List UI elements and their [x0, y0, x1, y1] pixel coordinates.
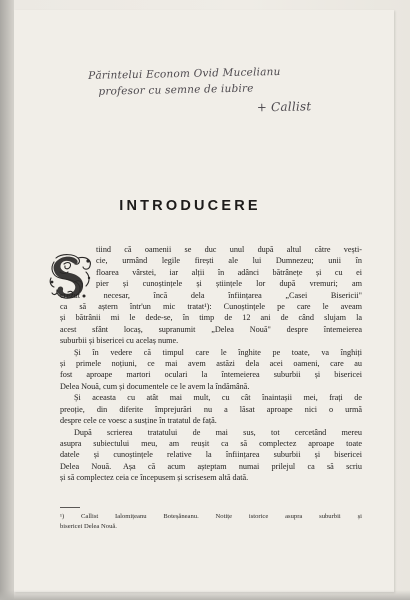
- page-bottom-shadow: [0, 590, 410, 600]
- book-spine-edge: [0, 0, 14, 600]
- text-line: pier și cunoștințele și științele lor după vremuri; am: [96, 279, 362, 289]
- text-line: preoție, din diferite împrejurări nu a lăsat aproape nici o urmă: [60, 404, 362, 414]
- text-line: crezut necesar, încă dela înființarea „Casei Bisericii": [60, 290, 362, 300]
- text-line: Și aceasta cu atât mai mult, cu cât înaintașii mei, frați de: [74, 393, 362, 403]
- dedication-line-2: profesor cu semne de iubire: [98, 82, 254, 98]
- handwritten-dedication: [86, 64, 367, 118]
- footnote-line-2: bisericei Delea Nouă.: [60, 522, 117, 530]
- footnote-rule: [60, 507, 80, 508]
- dedication-signature: + Callist: [256, 99, 312, 115]
- footnote: [60, 512, 362, 531]
- text-line: suburbii și bisericei cu acelaș nume.: [60, 336, 179, 346]
- text-line: După scrierea tratatului de mai sus, tot cercetând mereu: [74, 427, 362, 437]
- text-line: Delea Nouă, cum și documentele ce le avem la îndămână.: [60, 381, 250, 391]
- text-line: floarea vârstei, iar alții în adânci bătrânețe și cu ei: [96, 267, 362, 277]
- text-line: Și în vedere că timpul care le înghite pe toate, va înghiți: [74, 347, 362, 357]
- text-line: fost aproape martori oculari la întemeierea suburbii și bisericei: [60, 370, 362, 380]
- text-line: tiind că oamenii se duc unul după altul către vești-: [96, 245, 362, 254]
- dedication-line-1: Părintelui Econom Ovid Mucelianu: [87, 65, 281, 82]
- text-line: despre cele ce voesc a susține în tratatul de față.: [60, 416, 217, 426]
- chapter-title: INTRODUCERE: [119, 198, 261, 214]
- text-line: acest sfânt locaș, supranumit „Delea Nouă" despre întemeierea: [60, 324, 362, 334]
- text-line: Delea Nouă. Așa că acum așteptam numai prilejul ca să scriu: [60, 461, 362, 471]
- text-line: și primele noțiuni, ce mai avem astăzi dela acei oameni, care au: [60, 359, 362, 369]
- text-line: și bătrânii mi le dede-se, în timp de 12 ani de când slujam la: [60, 313, 362, 323]
- text-line: datele și cunoștințele relative la înființarea suburbii și bisericei: [60, 450, 362, 460]
- text-line: asupra subiectului meu, am reușit ca să complectez aproape toate: [60, 438, 362, 448]
- text-line: și să complectez ceia ce începusem și scrisesem altă dată.: [60, 473, 249, 483]
- text-line: cie, urmând legile firești ale lui Dumnezeu; unii în: [96, 256, 362, 266]
- text-line: ca să aștern într'un mic tratat¹): Cunoștințele pe care le aveam: [60, 302, 362, 312]
- body-text: [60, 244, 362, 484]
- footnote-line-1: ¹) Callist Ialomițeanu Boteșăneanu. Notițe istorice asupra suburbii și: [60, 513, 362, 520]
